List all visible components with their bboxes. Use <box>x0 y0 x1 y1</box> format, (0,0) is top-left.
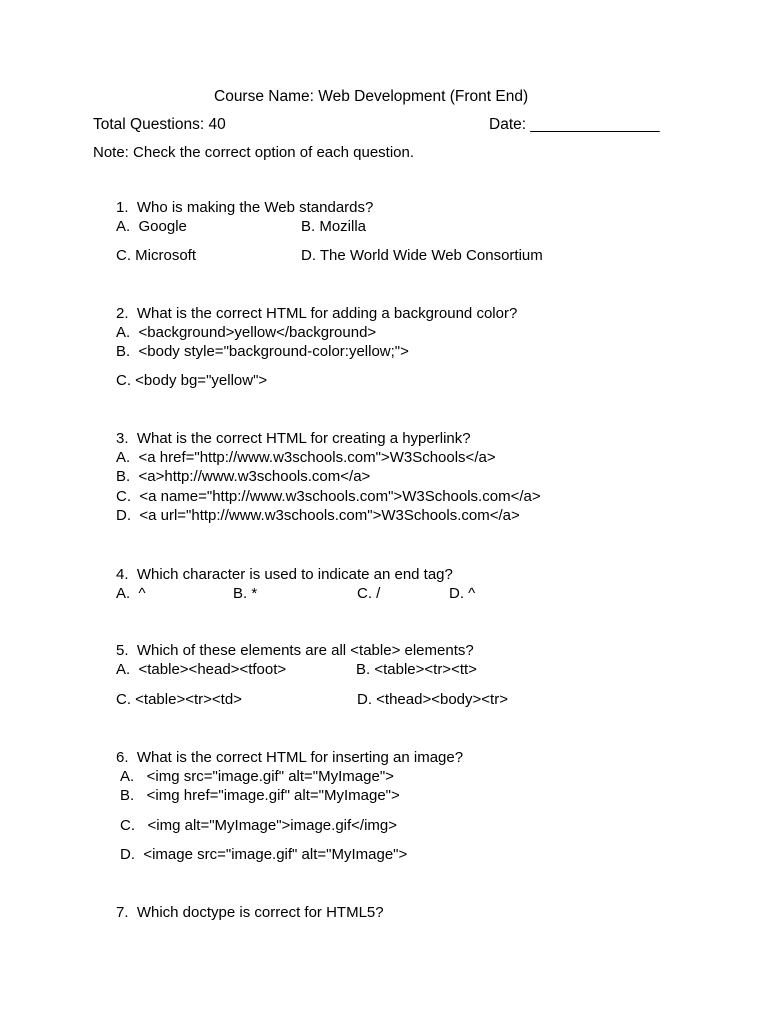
q6-option-a: A. <img src="image.gif" alt="MyImage"> <box>120 768 394 785</box>
q5-option-d: D. <thead><body><tr> <box>357 691 508 708</box>
q3-option-a: A. <a href="http://www.w3schools.com">W3Schools</a> <box>116 449 496 466</box>
question-7: 7. Which doctype is correct for HTML5? <box>116 904 384 921</box>
question-4: 4. Which character is used to indicate an end tag? <box>116 566 453 583</box>
date-field: Date: _______________ <box>489 116 660 133</box>
q1-option-a: A. Google <box>116 218 187 235</box>
q6-option-b: B. <img href="image.gif" alt="MyImage"> <box>120 787 400 804</box>
q4-option-d: D. ^ <box>449 585 476 602</box>
total-questions: Total Questions: 40 <box>93 116 226 133</box>
question-2: 2. What is the correct HTML for adding a background color? <box>116 305 518 322</box>
question-3: 3. What is the correct HTML for creating a hyperlink? <box>116 430 471 447</box>
q3-option-b: B. <a>http://www.w3schools.com</a> <box>116 468 371 485</box>
question-6: 6. What is the correct HTML for inserting an image? <box>116 749 464 766</box>
question-1: 1. Who is making the Web standards? <box>116 199 374 216</box>
q4-option-c: C. / <box>357 585 381 602</box>
q3-option-d: D. <a url="http://www.w3schools.com">W3Schools.com</a> <box>116 507 520 524</box>
q2-option-b: B. <body style="background-color:yellow;"> <box>116 343 409 360</box>
question-5: 5. Which of these elements are all <table> elements? <box>116 642 474 659</box>
q6-option-c: C. <img alt="MyImage">image.gif</img> <box>120 817 398 834</box>
q1-option-d: D. The World Wide Web Consortium <box>301 247 543 264</box>
note-text: Note: Check the correct option of each question. <box>93 144 415 161</box>
q4-option-b: B. * <box>233 585 258 602</box>
q2-option-a: A. <background>yellow</background> <box>116 324 377 341</box>
q6-option-d: D. <image src="image.gif" alt="MyImage"> <box>120 846 408 863</box>
q5-option-b: B. <table><tr><tt> <box>356 661 477 678</box>
q5-option-c: C. <table><tr><td> <box>116 691 242 708</box>
q3-option-c: C. <a name="http://www.w3schools.com">W3Schools.com</a> <box>116 488 541 505</box>
q4-option-a: A. ^ <box>116 585 146 602</box>
q1-option-b: B. Mozilla <box>301 218 367 235</box>
course-title: Course Name: Web Development (Front End) <box>214 88 529 105</box>
q2-option-c: C. <body bg="yellow"> <box>116 372 268 389</box>
q5-option-a: A. <table><head><tfoot> <box>116 661 287 678</box>
q1-option-c: C. Microsoft <box>116 247 197 264</box>
